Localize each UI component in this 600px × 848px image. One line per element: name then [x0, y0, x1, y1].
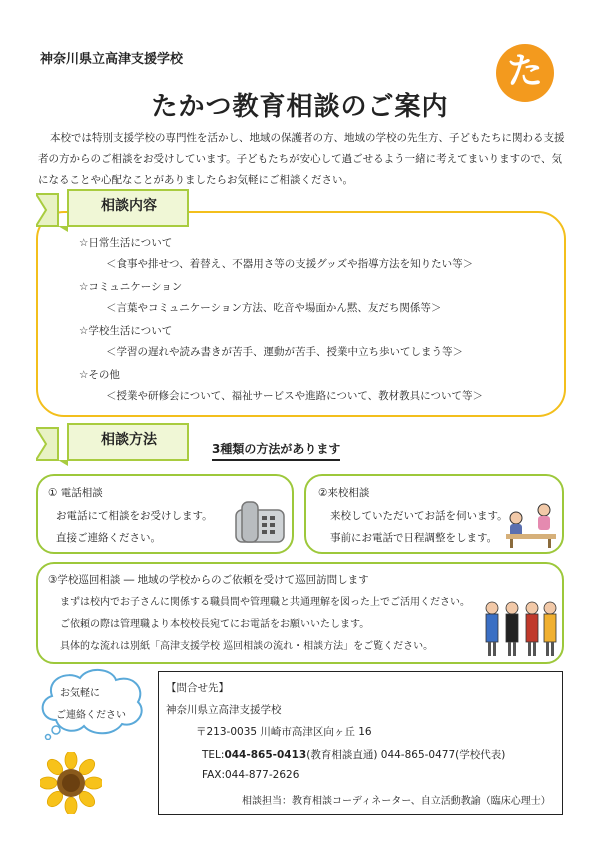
consult-item-title: ☆コミュニケーション	[79, 281, 183, 293]
consult-item-detail: ＜学習の遅れや読み書きが苦手、運動が苦手、授業中立ち歩いてしまう等＞	[106, 346, 463, 358]
contact-fax: FAX:044-877-2626	[202, 769, 300, 781]
methods-subheading: 3種類の方法があります	[212, 440, 340, 461]
cloud-text-line: ご連絡ください	[56, 710, 126, 721]
telephone-icon	[232, 500, 288, 546]
intro-text: 本校では特別支援学校の専門性を活かし、地域の保護者の方、地域の学校の先生方、子どもたちに関わる支援者の方からのご相談をお受けしています。子どもたちが安心して過ごせるよう一緒に考えてまいりますので、気になることや心配なことがありましたらお気軽にご相談ください。	[38, 132, 565, 186]
contact-label: 【問合せ先】	[166, 682, 229, 694]
sunflower-icon	[40, 752, 102, 814]
contact-tel-direct: 044-865-0413	[224, 749, 307, 761]
tour-consult-line: 具体的な流れは別紙「高津支援学校 巡回相談の流れ・相談方法」をご覧ください。	[60, 641, 434, 652]
phone-consult-title: ① 電話相談	[48, 487, 103, 499]
consult-item-detail: ＜言葉やコミュニケーション方法、吃音や場面かん黙、友だち関係等＞	[106, 302, 442, 314]
contact-staff: 相談担当：教育相談コーディネーター、自立活動教諭（臨床心理士）	[242, 796, 551, 807]
contact-tel-school: 044-865-0477	[380, 749, 456, 761]
consult-item-title: ☆学校生活について	[79, 325, 173, 337]
contact-tel-school-note: (学校代表)	[455, 749, 506, 761]
consult-item-title: ☆日常生活について	[79, 237, 173, 249]
tour-consult-line: まずは校内でお子さんに関係する職員間や管理職と共通理解を図った上でご活用ください。	[60, 597, 470, 608]
contact-tel-direct-note: (教育相談直通)	[306, 749, 378, 761]
tour-consult-line: ご依頼の際は管理職より本校校長宛てにお電話をお願いいたします。	[60, 619, 370, 630]
phone-consult-line: 直接ご連絡ください。	[56, 532, 161, 544]
contact-address: 〒213-0035 川崎市高津区向ヶ丘 16	[196, 726, 372, 738]
staff-group-icon	[480, 598, 562, 658]
contact-school: 神奈川県立高津支援学校	[166, 704, 282, 716]
visit-consult-title: ②来校相談	[318, 487, 370, 499]
consult-item-title: ☆その他	[79, 369, 120, 381]
consult-heading: 相談内容	[101, 198, 157, 214]
visit-consult-line: 来校していただいてお話を伺います。	[330, 510, 508, 522]
page-title: たかつ教育相談のご案内	[151, 92, 449, 122]
school-logo: た	[496, 44, 554, 102]
contact-tel-line	[202, 747, 505, 762]
visit-consult-line: 事前にお電話で日程調整をします。	[330, 532, 498, 544]
meeting-illustration-icon	[500, 500, 560, 548]
tour-consult-title: ③学校巡回相談 ― 地域の学校からのご依頼を受けて巡回訪問します	[48, 574, 369, 586]
cloud-text-line: お気軽に	[60, 688, 100, 699]
phone-consult-line: お電話にて相談をお受けします。	[56, 510, 213, 522]
contact-tel-prefix: TEL:	[202, 749, 225, 761]
consult-item-detail: ＜授業や研修会について、福祉サービスや進路について、教材教具について等＞	[106, 390, 483, 402]
school-name: 神奈川県立高津支援学校	[40, 52, 184, 67]
speech-cloud-shape	[36, 664, 148, 740]
consult-item-detail: ＜食事や排せつ、着替え、不器用さ等の支援グッズや指導方法を知りたい等＞	[106, 258, 474, 270]
methods-heading: 相談方法	[101, 432, 157, 448]
